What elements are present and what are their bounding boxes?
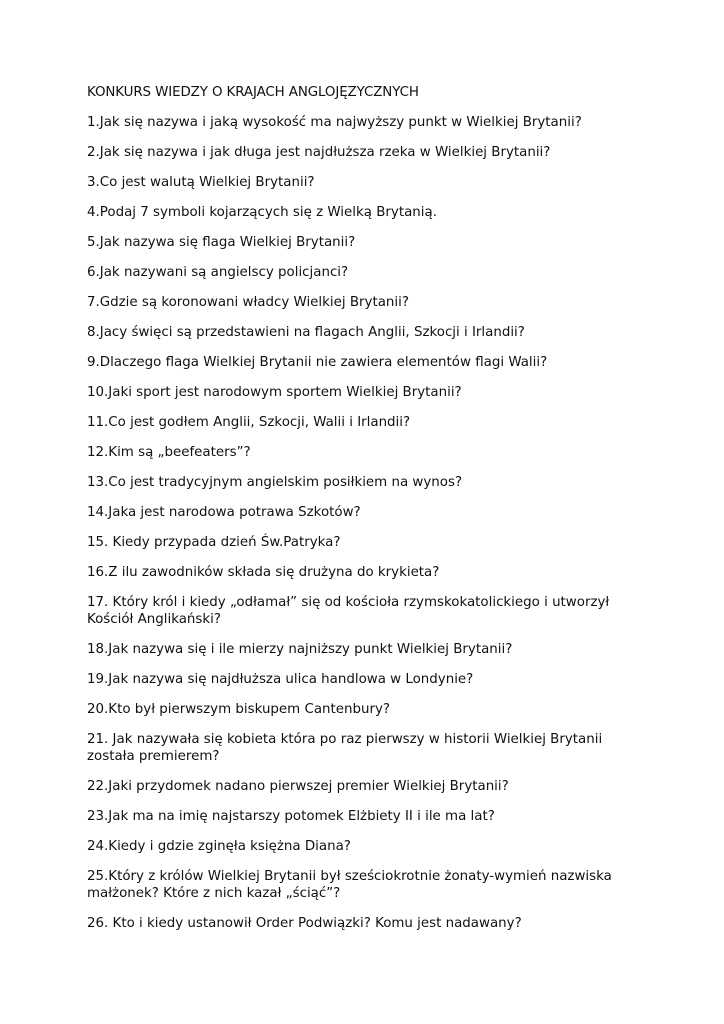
question-3: 3.Co jest walutą Wielkiej Brytanii? [87,175,315,190]
question-8: 8.Jacy święci są przedstawieni na flagach Anglii, Szkocji i Irlandii? [87,325,525,340]
question-26: 26. Kto i kiedy ustanowił Order Podwiązki? Komu jest nadawany? [87,916,522,931]
question-1: 1.Jak się nazywa i jaką wysokość ma najwyższy punkt w Wielkiej Brytanii? [87,115,582,130]
question-15: 15. Kiedy przypada dzień Św.Patryka? [87,535,341,550]
question-4: 4.Podaj 7 symboli kojarzących się z Wielką Brytanią. [87,205,437,220]
question-2: 2.Jak się nazywa i jak długa jest najdłuższa rzeka w Wielkiej Brytanii? [87,145,551,160]
question-5: 5.Jak nazywa się flaga Wielkiej Brytanii? [87,235,356,250]
question-7: 7.Gdzie są koronowani władcy Wielkiej Brytanii? [87,295,409,310]
question-12: 12.Kim są „beefeaters”? [87,445,251,460]
question-22: 22.Jaki przydomek nadano pierwszej premier Wielkiej Brytanii? [87,779,509,794]
question-11: 11.Co jest godłem Anglii, Szkocji, Walii i Irlandii? [87,415,411,430]
question-21: 21. Jak nazywała się kobieta która po raz pierwszy w historii Wielkiej Brytanii została premierem? [87,732,603,764]
question-25: 25.Który z królów Wielkiej Brytanii był sześciokrotnie żonaty-wymień nazwiska małżonek? Które z nich kazał „ściąć”? [87,869,612,901]
document-body [87,84,647,945]
question-24: 24.Kiedy i gdzie zginęła księżna Diana? [87,839,351,854]
question-19: 19.Jak nazywa się najdłuższa ulica handlowa w Londynie? [87,672,474,687]
question-13: 13.Co jest tradycyjnym angielskim posiłkiem na wynos? [87,475,463,490]
document-title: KONKURS WIEDZY O KRAJACH ANGLOJĘZYCZNYCH [87,85,419,100]
question-6: 6.Jak nazywani są angielscy policjanci? [87,265,349,280]
question-14: 14.Jaka jest narodowa potrawa Szkotów? [87,505,361,520]
question-16: 16.Z ilu zawodników składa się drużyna do krykieta? [87,565,440,580]
question-10: 10.Jaki sport jest narodowym sportem Wielkiej Brytanii? [87,385,462,400]
question-18: 18.Jak nazywa się i ile mierzy najniższy punkt Wielkiej Brytanii? [87,642,513,657]
question-17: 17. Który król i kiedy „odłamał” się od kościoła rzymskokatolickiego i utworzył Kościół Anglikański? [87,595,610,627]
question-9: 9.Dlaczego flaga Wielkiej Brytanii nie zawiera elementów flagi Walii? [87,355,548,370]
question-list [87,114,647,932]
question-23: 23.Jak ma na imię najstarszy potomek Elżbiety II i ile ma lat? [87,809,495,824]
question-20: 20.Kto był pierwszym biskupem Cantenbury? [87,702,391,717]
